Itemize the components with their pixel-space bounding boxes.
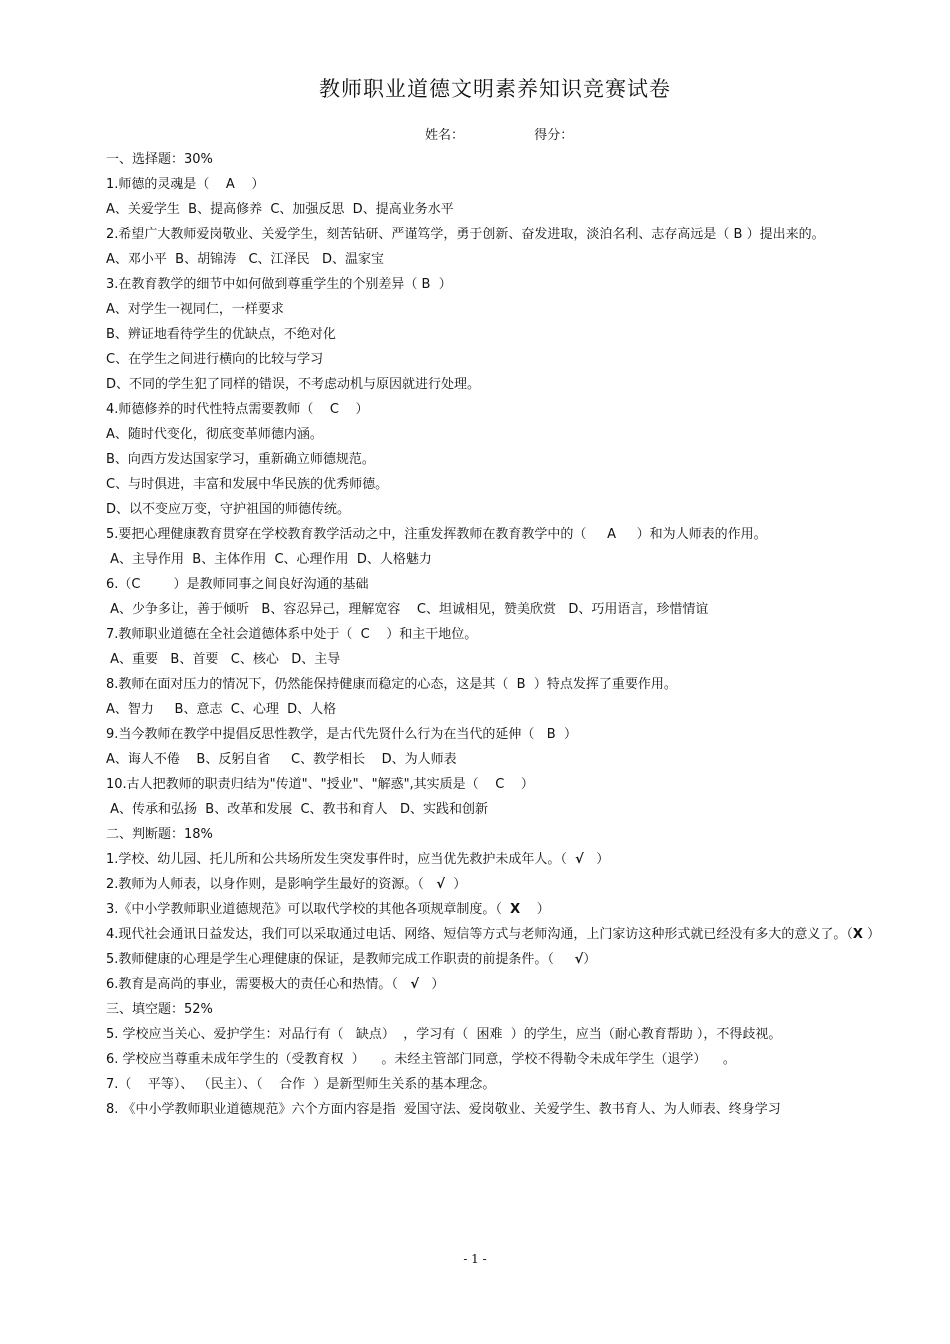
question-4-option-a: A、随时代变化，彻底变革师德内涵。: [106, 427, 323, 442]
question-8-options: A、智力 B、意志 C、心理 D、人格: [106, 702, 337, 717]
question-4: 4.师德修养的时代性特点需要教师（ C ）: [106, 402, 369, 417]
question-5: 5.要把心理健康教育贯穿在学校教育教学活动之中，注重发挥教师在教育教学中的（ A ）和为人师表的作用。: [106, 527, 767, 542]
question-1-options: A、关爱学生 B、提高修养 C、加强反思 D、提高业务水平: [106, 202, 454, 217]
judge-text: 4.现代社会通讯日益发达，我们可以采取通过电话、网络、短信等方式与老师沟通，上门家访这种形式就已经没有多大的意义了。（: [106, 927, 853, 942]
cross-mark: X: [852, 927, 863, 942]
judge-text: 2.教师为人师表，以身作则，是影响学生最好的资源。（: [106, 877, 437, 892]
fill-8: 8. 《中小学教师职业道德规范》六个方面内容是指 爱国守法、爱岗敬业、关爱学生、教书育人、为人师表、终身学习: [106, 1102, 781, 1117]
check-mark: √: [436, 877, 445, 892]
judge-2: [69, 872, 889, 897]
fill-7: 7.（ 平等）、 （民主）、（ 合作 ）是新型师生关系的基本理念。: [106, 1077, 496, 1092]
section-heading-choice: 一、选择题：30%: [106, 152, 213, 167]
name-score-line: [425, 124, 573, 143]
fill-6: 6. 学校应当尊重未成年学生的（受教育权 ） 。未经主管部门同意，学校不得勒令未成年学生（退学） 。: [106, 1052, 736, 1067]
question-2: 2.希望广大教师爱岗敬业、关爱学生，刻苦钻研、严谨笃学，勇于创新、奋发进取，淡泊名利、志存高远是（ B ）提出来的。: [106, 227, 825, 242]
question-7: 7.教师职业道德在全社会道德体系中处于（ C ）和主干地位。: [106, 627, 478, 642]
question-1: 1.师德的灵魂是（ A ）: [106, 177, 265, 192]
question-4-option-c: C、与时俱进，丰富和发展中华民族的优秀师德。: [106, 477, 389, 492]
question-5-options: A、主导作用 B、主体作用 C、心理作用 D、人格魅力: [106, 552, 432, 567]
question-2-options: A、邓小平 B、胡锦涛 C、江泽民 D、温家宝: [106, 252, 384, 267]
check-mark: √: [574, 952, 584, 967]
question-6: 6.（C ）是教师同事之间良好沟通的基础: [106, 577, 369, 592]
question-9-options: A、诲人不倦 B、反躬自省 C、教学相长 D、为人师表: [106, 752, 457, 767]
check-mark: √: [410, 977, 419, 992]
question-3-option-b: B、辨证地看待学生的优缺点，不绝对化: [106, 327, 336, 342]
judge-text: 3.《中小学教师职业道德规范》可以取代学校的其他各项规章制度。（: [106, 902, 511, 917]
question-8: 8.教师在面对压力的情况下，仍然能保持健康而稳定的心态，这是其（ B ）特点发挥了重要作用。: [106, 677, 677, 692]
judge-end: ）: [444, 877, 467, 892]
question-10: 10.古人把教师的职责归结为"传道"、"授业"、"解惑",其实质是（ C ）: [106, 777, 534, 792]
question-10-options: A、传承和弘扬 B、改革和发展 C、教书和育人 D、实践和创新: [106, 802, 488, 817]
judge-end: ）: [583, 852, 610, 867]
judge-end: ）: [583, 952, 597, 967]
judge-4: [69, 922, 889, 947]
check-mark: √: [575, 852, 584, 867]
judge-6: [69, 972, 889, 997]
name-label: 姓名：: [425, 128, 465, 143]
question-3: 3.在教育教学的细节中如何做到尊重学生的个别差异（ B ）: [106, 277, 452, 292]
section-heading-fill: 三、填空题：52%: [106, 1002, 213, 1017]
page-number: - 1 -: [463, 1252, 487, 1266]
question-4-option-b: B、向西方发达国家学习，重新确立师德规范。: [106, 452, 375, 467]
score-label: 得分：: [534, 128, 574, 143]
judge-5: [69, 947, 889, 972]
question-9: 9.当今教师在教学中提倡反思性教学，是古代先贤什么行为在当代的延伸（ B ）: [106, 727, 577, 742]
judge-text: 6.教育是高尚的事业，需要极大的责任心和热情。（: [106, 977, 411, 992]
question-6-options: A、少争多让，善于倾听 B、容忍异己，理解宽容 C、坦诚相见，赞美欣赏 D、巧用语言，珍惜情谊: [106, 602, 709, 617]
question-4-option-d: D、以不变应万变，守护祖国的师德传统。: [106, 502, 351, 517]
judge-1: [69, 847, 889, 872]
judge-3: [69, 897, 889, 922]
page-title: 教师职业道德文明素养知识竞赛试卷: [319, 77, 671, 101]
exam-content: [69, 147, 889, 1122]
judge-text: 1.学校、幼儿园、托儿所和公共场所发生突发事件时，应当优先救护未成年人。（: [106, 852, 576, 867]
question-3-option-c: C、在学生之间进行横向的比较与学习: [106, 352, 324, 367]
cross-mark: X: [510, 902, 521, 917]
judge-text: 5.教师健康的心理是学生心理健康的保证，是教师完成工作职责的前提条件。（: [106, 952, 575, 967]
question-3-option-d: D、不同的学生犯了同样的错误，不考虑动机与原因就进行处理。: [106, 377, 481, 392]
judge-end: ）: [520, 902, 550, 917]
judge-end: ）: [418, 977, 445, 992]
question-7-options: A、重要 B、首要 C、核心 D、主导: [106, 652, 341, 667]
fill-5: 5. 学校应当关心、爱护学生：对品行有（ 缺点） ，学习有（ 困难 ）的学生，应当（耐心教育帮助 ），不得歧视。: [106, 1027, 782, 1042]
judge-end: ）: [862, 927, 881, 942]
section-heading-judge: 二、判断题：18%: [106, 827, 213, 842]
question-3-option-a: A、对学生一视同仁，一样要求: [106, 302, 284, 317]
